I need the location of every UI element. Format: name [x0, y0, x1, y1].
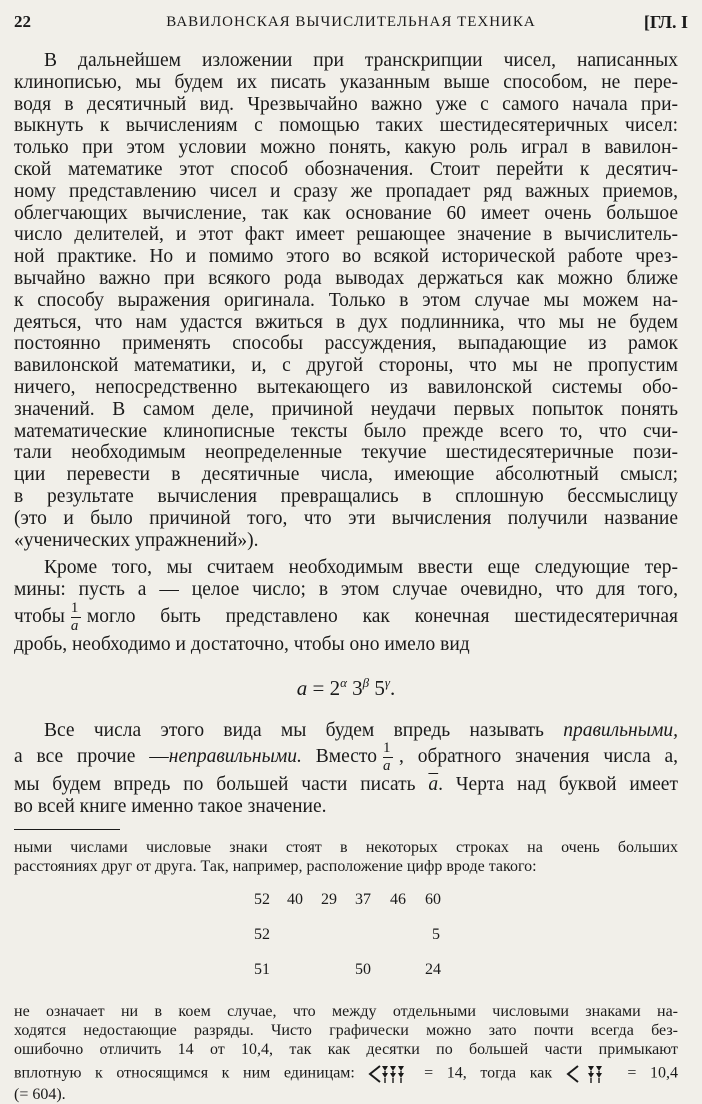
text-line: вычайно важно при всякого рода выводах держаться как можно ближе [14, 267, 678, 289]
fraction-one-over-a: $\frac{1}{a}$ [71, 601, 81, 634]
fraction-one-over-a: $\frac{1}{a}$ [383, 741, 393, 774]
text-line: значений. В самом деле, причиной неудачи первых попыток понять [14, 398, 678, 420]
page-header [14, 12, 688, 38]
footnote-line: расстояниях друг от друга. Так, например, расположение цифр вроде такого: [14, 858, 537, 875]
text-line: в результате вычисления превращались в сплошную бессмыслицу [14, 485, 678, 507]
text-line: ному представлению чисел и сразу же пропадает ряд важных приемов, [14, 180, 678, 202]
chapter-marker: [ГЛ. I [643, 12, 688, 32]
main-text [14, 50, 678, 818]
formula: $a = 2^\alpha$ $3^\beta$ $5^\gamma$. [296, 674, 396, 700]
text-line: тали необходимым неопределенные текучие шестидесятеричные пози- [14, 442, 678, 464]
text-line: клинописью, мы будем их писать указанным выше способом, не пере- [14, 71, 678, 93]
digit-layout-example [14, 884, 678, 996]
footnote-line: ными числами числовые знаки стоят в некоторых строках на очень больших [14, 839, 678, 856]
text-line: только при этом условии можно понять, какую роль играл в вавилон- [14, 137, 678, 159]
digit: 40 [287, 891, 303, 908]
text-line: ции перевести в десятичные числа, имеющие абсолютный смысл; [14, 464, 678, 486]
text-line: математические клинописные тексты было прежде всего то, что счи- [14, 420, 678, 442]
digit: 24 [425, 961, 441, 978]
text-line: к способу выражения оригинала. Только в этом случае мы можем на- [14, 289, 678, 311]
paragraph-3 [14, 720, 678, 818]
digit: 52 [254, 926, 270, 943]
text-line: выкнуть к вычислениям с помощью таких шестидесятеричных чисел: [14, 115, 678, 137]
text-line: ной практике. Но и помимо этого во всякой исторической работе чрез- [14, 246, 678, 268]
footnote [14, 838, 678, 1104]
text-line: Кроме того, мы считаем необходимым ввести еще следующие тер- [44, 557, 678, 579]
cuneiform-14-icon [368, 1063, 410, 1085]
text-line: постоянно применять способы рассуждения, выпадающие из рамок [14, 333, 678, 355]
paragraph-1 [14, 50, 678, 551]
text-line: деяться, что нам удастся вжиться в дух подлинника, что мы не будем [14, 311, 678, 333]
text-line: «ученических упражнений»). [14, 529, 259, 551]
text-line: чтобы $\frac{1}{a}$ могло быть представлено как конечная шестидесятеричная [14, 599, 678, 634]
digit: 52 [254, 891, 270, 908]
text-line: облегчающих вычисление, так как основание 60 имеет очень большое [14, 202, 678, 224]
text-line: число делителей, и этот факт имеет решающее значение в вычислитель- [14, 224, 678, 246]
text-line: ничего, непосредственно вытекающего из вавилонской системы обо- [14, 376, 678, 398]
running-title: ВАВИЛОНСКАЯ ВЫЧИСЛИТЕЛЬНАЯ ТЕХНИКА [166, 14, 536, 30]
digit: 50 [355, 961, 371, 978]
text-line: а все прочие —неправильными. Вместо $\frac{1}{a}$ , обратного значения числа a, [14, 740, 679, 775]
digit: 29 [321, 891, 337, 908]
footnote-line: не означает ни в коем случае, что между отдельными числовыми знаками на- [14, 1003, 678, 1020]
paragraph-2 [14, 557, 678, 655]
footnote-rule [14, 829, 120, 830]
page-number: 22 [14, 12, 31, 31]
text-line: водя в десятичный вид. Чрезвычайно важно уже с самого начала при- [14, 93, 678, 115]
text-line: Все числа этого вида мы будем впредь называть правильными, [44, 719, 679, 741]
text-line: во всей книге именно такое значение. [14, 796, 327, 818]
footnote-line: (= 604). [14, 1086, 66, 1103]
digit: 46 [390, 891, 406, 908]
text-line: (это и было причиной того, что эти вычисления получили название [14, 507, 678, 529]
footnote-line: вплотную к относящимся к ним единицам: = 14, тогда как = 10,4 [14, 1063, 678, 1085]
text-line: ской математике этот способ обозначения. Стоит перейти к десятич- [14, 158, 678, 180]
digit: 5 [432, 926, 440, 943]
digit: 37 [355, 891, 371, 908]
text-line: вавилонской математики, и, с другой стороны, что мы не пропустим [14, 355, 678, 377]
text-line: В дальнейшем изложении при транскрипции чисел, написанных [44, 50, 678, 71]
cuneiform-10-4-icon [566, 1063, 614, 1085]
text-line: мы будем впредь по большей части писать $\overline{a}$. Черта над буквой имеет [14, 774, 678, 796]
footnote-line: ошибочно отличить 14 от 10,4, так как десятки по большей части примыкают [14, 1041, 678, 1058]
text-line: дробь, необходимо и достаточно, чтобы оно имело вид [14, 633, 470, 655]
footnote-line: ходятся недостающие разряды. Чисто графически можно зато почти всегда без- [14, 1022, 678, 1039]
text-line: мины: пусть a — целое число; в этом случае очевидно, что для того, [14, 579, 678, 601]
digit: 51 [254, 961, 270, 978]
digit: 60 [425, 891, 441, 908]
